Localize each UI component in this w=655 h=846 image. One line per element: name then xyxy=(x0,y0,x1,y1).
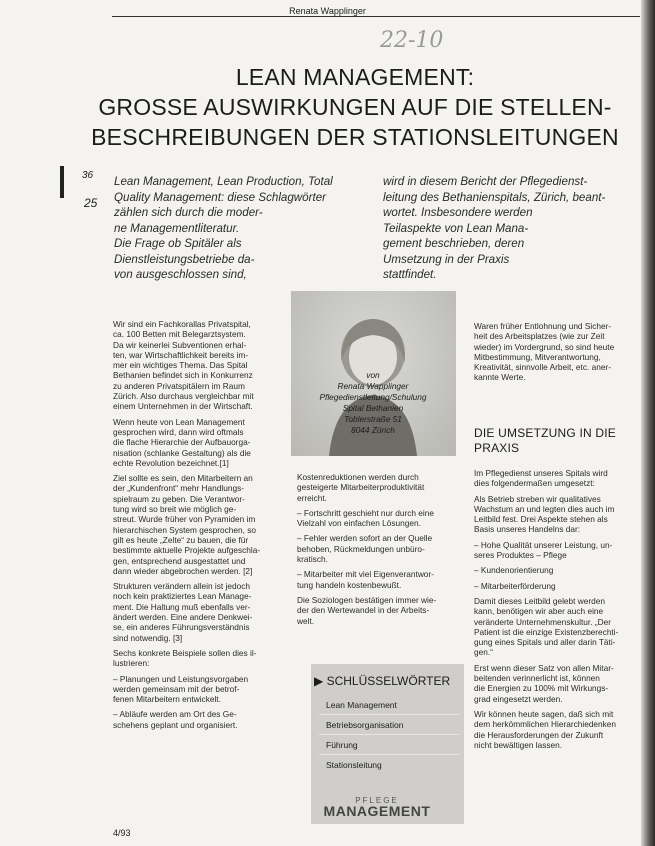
text-line: nicht bewältigen lassen. xyxy=(474,739,563,750)
text-line: Damit dieses Leitbild gelebt werden xyxy=(474,595,605,606)
text-line: hierarchischen System gesprochen, so xyxy=(113,524,256,535)
section-heading-line: DIE UMSETZUNG IN DIE xyxy=(474,426,617,440)
text-line: Wachstum an und legten dies auch im xyxy=(474,503,615,514)
photo-caption xyxy=(292,370,454,436)
text-line: gesprochen wird, dann wird oftmals xyxy=(113,426,244,437)
text-line: se, ein anderes Führungsverständnis xyxy=(113,622,250,633)
caption-line: 8044 Zürich xyxy=(351,425,395,435)
text-line: behoben, Rückmeldungen unbüro- xyxy=(297,543,425,554)
text-line: fenen Mitarbeitern entwickelt. xyxy=(113,694,221,705)
text-line: ment. Die Haltung muß ebenfalls ver- xyxy=(113,601,251,612)
title-line: GROSSE AUSWIRKUNGEN AUF DIE STELLEN- xyxy=(98,94,612,120)
paragraph xyxy=(297,533,463,564)
text-line: Die Frage ob Spitäler als xyxy=(114,237,242,250)
text-line: Kostenreduktionen werden durch xyxy=(297,472,419,482)
text-line: gung eines Spitals und aller darin Täti- xyxy=(474,637,616,648)
text-line: Quality Management: diese Schlagwörter xyxy=(114,190,327,204)
text-line: kann, benötigen wir aber auch eine xyxy=(474,606,604,617)
text-line: gement beschrieben, deren xyxy=(383,237,525,250)
paragraph xyxy=(113,417,283,468)
text-line: Teilaspekte von Lean Mana- xyxy=(383,221,529,235)
text-line: schehens geplant und organisiert. xyxy=(113,719,238,730)
logo-bottom: MANAGEMENT xyxy=(323,803,431,819)
text-line: stattfindet. xyxy=(383,268,437,281)
text-line: Wir können heute sagen, daß sich mit xyxy=(474,708,614,719)
paragraph xyxy=(474,709,640,750)
text-line: spielraum zu geben. Die Verantwor- xyxy=(113,493,245,504)
text-line: die Herausforderungen der Zukunft xyxy=(474,729,604,740)
paragraph xyxy=(474,663,640,704)
text-line: Erst wenn dieser Satz von allen Mitar- xyxy=(474,662,614,673)
tab-stripe xyxy=(60,166,64,198)
text-line: gesteigerte Mitarbeiterproduktivität xyxy=(297,482,425,493)
text-line: Wenn heute von Lean Management xyxy=(113,416,245,427)
paragraph xyxy=(297,569,463,590)
text-line: mer ein wichtiges Thema. Das Spital xyxy=(113,360,248,371)
text-line: Ziel sollte es sein, den Mitarbeitern an xyxy=(113,473,253,484)
text-line: gen.“ xyxy=(474,647,493,658)
handwritten-note: 22-10 xyxy=(380,28,444,53)
article-title xyxy=(60,62,650,152)
paragraph xyxy=(113,473,283,576)
text-line: ca. 100 Betten mit Belegarztsystem. xyxy=(113,329,246,340)
text-line: Strukturen verändern allein ist jedoch xyxy=(113,581,250,592)
text-line: gilt es heute „Zelte“ zu bauen, die für xyxy=(113,534,249,545)
text-line: Bethanien befindet sich in Konkurrenz xyxy=(113,370,253,381)
text-line: nisation (schlanke Gestaltung) als die xyxy=(113,447,251,458)
running-header xyxy=(0,6,655,16)
text-line: Die Soziologen bestätigen immer wie- xyxy=(297,594,437,605)
section-heading-line: PRAXIS xyxy=(474,441,520,455)
text-line: ne Managementliteratur. xyxy=(114,221,240,235)
body-column-3 xyxy=(474,468,640,755)
paragraph xyxy=(474,468,640,489)
paragraph xyxy=(474,494,640,535)
body-column-2 xyxy=(297,472,463,631)
text-line: Patient ist die einzige Existenzberechti- xyxy=(474,626,619,637)
text-line: der den Wertewandel in der Arbeits- xyxy=(297,605,430,616)
paragraph xyxy=(113,319,283,412)
keyword-divider xyxy=(319,734,459,735)
paragraph xyxy=(113,581,283,643)
text-line: Umsetzung in der Praxis xyxy=(383,252,510,266)
text-line: kratisch. xyxy=(297,554,328,565)
body-column-1 xyxy=(113,319,283,735)
caption-line: Spital Bethanien xyxy=(342,403,404,413)
section-heading xyxy=(474,426,616,456)
paragraph xyxy=(297,595,463,626)
text-line: ten, war Wirtschaftlichkeit bereits im- xyxy=(113,349,249,360)
text-line: veränderte Unternehmenskultur. „Der xyxy=(474,616,611,627)
text-line: – Abläufe werden am Ort des Ge- xyxy=(113,709,237,720)
text-line: – Kundenorientierung xyxy=(474,565,554,576)
keyword-item: Führung xyxy=(326,740,358,750)
text-line: grad eingesetzt werden. xyxy=(474,693,563,704)
text-line: Lean Management, Lean Production, Total xyxy=(114,175,333,188)
paragraph xyxy=(297,508,463,529)
text-line: wird in diesem Bericht der Pflegedienst- xyxy=(383,175,588,188)
magazine-logo xyxy=(296,796,458,819)
text-line: der „Kundenfront“ mehr Handlungs- xyxy=(113,483,244,494)
body-column-3-top xyxy=(474,321,640,383)
text-line: werden gemeinsam mit der betrof- xyxy=(113,683,240,694)
page-number: 4/93 xyxy=(113,828,131,838)
text-line: Wir sind ein Fachkorallas Privatspital, xyxy=(113,319,251,329)
text-line: – Fortschritt geschieht nur durch eine xyxy=(297,507,434,518)
caption-line: Toblerstraße 51 xyxy=(344,414,402,424)
text-line: streut. Wurde früher von Pyramiden im xyxy=(113,514,256,525)
tab-number-bottom: 25 xyxy=(84,196,98,210)
text-line: Mitbestimmung, Mitverantwortung, xyxy=(474,351,601,362)
text-line: Waren früher Entlohnung und Sicher- xyxy=(474,321,612,331)
title-line: BESCHREIBUNGEN DER STATIONSLEITUNGEN xyxy=(91,124,619,150)
text-line: von ausgeschlossen sind, xyxy=(114,268,247,281)
text-line: echte Revolution bezeichnet.[1] xyxy=(113,457,229,468)
text-line: Basis unseres Handelns dar: xyxy=(474,524,581,535)
text-line: erreicht. xyxy=(297,492,327,503)
text-line: beitenden verinnerlicht ist, können xyxy=(474,673,600,684)
paragraph xyxy=(474,596,640,658)
text-line: dem herkömmlichen Hierarchiedenken xyxy=(474,719,617,730)
paragraph xyxy=(474,581,640,591)
text-line: lustrieren: xyxy=(113,658,150,669)
text-line: zählen sich durch die moder- xyxy=(114,206,263,219)
text-line: Zürich. Also durchaus vergleichbar mit xyxy=(113,391,254,402)
header-rule xyxy=(112,16,640,17)
text-line: – Mitarbeiterförderung xyxy=(474,580,556,591)
text-line: noch kein praktiziertes Lean Manage- xyxy=(113,591,252,602)
caption-line: Renata Wapplinger xyxy=(337,381,409,391)
paragraph xyxy=(474,540,640,561)
text-line: wortet. Insbesondere werden xyxy=(383,206,533,219)
text-line: Leitbild fest. Drei Aspekte stehen als xyxy=(474,514,608,525)
text-line: welt. xyxy=(297,615,315,626)
text-line: Im Pflegedienst unseres Spitals wird xyxy=(474,468,608,478)
text-line: heit des Arbeitsplatzes (wie zur Zeit xyxy=(474,331,605,342)
text-line: tung handeln kostenbewußt. xyxy=(297,579,402,590)
text-line: Vielzahl von einfachen Lösungen. xyxy=(297,518,421,529)
text-line: dies folgendermaßen umgesetzt: xyxy=(474,478,595,489)
text-line: – Hohe Qualität unserer Leistung, un- xyxy=(474,539,613,550)
text-line: bestimmte aktuelle Projekte aufgeschla- xyxy=(113,545,261,556)
paragraph xyxy=(113,709,283,730)
paragraph xyxy=(113,648,283,669)
keyword-item: Betriebsorganisation xyxy=(326,720,404,730)
text-line: Da wir keinerlei Subventionen erhal- xyxy=(113,339,247,350)
text-line: zu anderen Privatspitälern im Raum xyxy=(113,380,245,391)
text-line: seres Produktes – Pflege xyxy=(474,550,567,561)
keywords-heading: SCHLÜSSELWÖRTER xyxy=(326,674,451,688)
text-line: leitung des Bethanienspitals, Zürich, beant- xyxy=(383,190,606,204)
author-header: Renata Wapplinger xyxy=(283,6,372,16)
text-line: ändert werden. Eine andere Denkwei- xyxy=(113,612,253,623)
text-line: gen, entsprechend ausgestattet und xyxy=(113,555,246,566)
intro-left xyxy=(114,174,364,283)
text-line: Dienstleistungsbetriebe da- xyxy=(114,252,255,266)
text-line: kannte Werte. xyxy=(474,372,526,383)
text-line: wieder) im Vordergrund, so sind heute xyxy=(474,341,615,352)
edge-tab xyxy=(60,166,102,210)
keyword-divider xyxy=(319,714,459,715)
text-line: tung wird so breit wie möglich ge- xyxy=(113,504,237,515)
text-line: einem Unternehmen in der Wirtschaft. xyxy=(113,401,253,412)
tab-number-top: 36 xyxy=(82,170,94,181)
intro-right xyxy=(383,174,645,283)
paragraph xyxy=(113,674,283,705)
text-line: sind notwendig. [3] xyxy=(113,632,183,643)
title-line: LEAN MANAGEMENT: xyxy=(235,64,475,90)
keyword-item: Lean Management xyxy=(326,700,397,710)
text-line: – Mitarbeiter mit viel Eigenverantwor- xyxy=(297,569,434,580)
text-line: die Energien zu 100% mit Wirkungs- xyxy=(474,683,609,694)
keyword-divider xyxy=(319,754,459,755)
text-line: Als Betrieb streben wir qualitatives xyxy=(474,493,601,504)
logo-top: PFLEGE xyxy=(355,796,399,805)
text-line: dann wieder abgebrochen werden. [2] xyxy=(113,565,253,576)
triangle-bullet-icon: ▶ xyxy=(314,674,324,688)
text-line: – Planungen und Leistungsvorgaben xyxy=(113,673,249,684)
keyword-item: Stationsleitung xyxy=(326,760,382,770)
caption-line: Pflegedienstleitung/Schulung xyxy=(319,392,427,402)
text-line: – Fehler werden sofort an der Quelle xyxy=(297,533,433,544)
paragraph xyxy=(297,472,463,503)
caption-prefix: von xyxy=(366,370,380,380)
text-line: Sechs konkrete Beispiele sollen dies il- xyxy=(113,647,257,658)
text-line: die flache Hierarchie der Aufbauorga- xyxy=(113,437,251,448)
text-line: Kreativität, sinnvolle Arbeit, etc. aner- xyxy=(474,362,611,373)
keywords-title xyxy=(314,674,450,688)
paragraph xyxy=(474,565,640,575)
